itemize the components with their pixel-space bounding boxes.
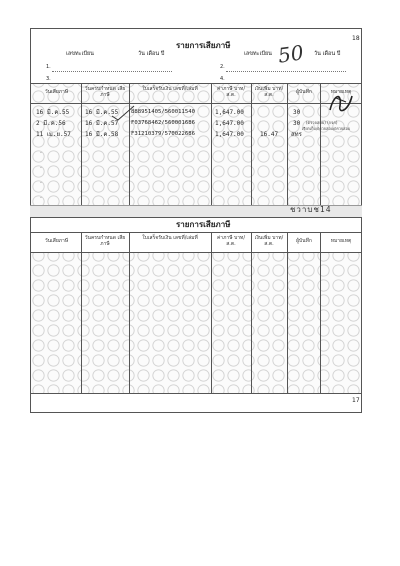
bottom-page-number: 17 xyxy=(352,397,360,404)
top-sheet-title: รายการเสียภาษี xyxy=(176,41,231,50)
row1-due: 16 มี.ค.55 xyxy=(85,109,119,116)
top-col-header-due: วันครบกำหนด เสียภาษี xyxy=(84,86,126,98)
row2-due: 16 มี.ค.57 xyxy=(85,120,119,127)
bottom-col-header-extra: เงินเพิ่ม บาท/ส.ต. xyxy=(254,235,284,247)
bottom-col-divider-2 xyxy=(129,232,130,393)
row1-receipt: 888951405/560011540 xyxy=(131,109,195,115)
bottom-col-divider-3 xyxy=(211,232,212,393)
bottom-col-header-receipt: ใบเสร็จรับเงิน เลขที่/เล่มที่ xyxy=(142,235,198,241)
row3-due: 16 มี.ค.58 xyxy=(85,131,119,138)
top-col-divider-5 xyxy=(287,83,288,217)
row3-receipt: F31210379/570022686 xyxy=(131,131,195,137)
row2-note: (ตรวจสอบ) (กจก) xyxy=(306,120,338,125)
bottom-col-header-note: หมายเหตุ xyxy=(330,238,352,244)
bottom-sheet-title: รายการเสียภาษี xyxy=(176,220,231,229)
top-col-header-tax: ค่าภาษี บาท/ส.ต. xyxy=(216,86,246,98)
bottom-col-header-recorder: ผู้บันทึก xyxy=(296,238,312,244)
handwritten-number: 50 xyxy=(276,40,305,68)
reg-no-label-left: เลขทะเบียน xyxy=(66,51,94,57)
bottom-col-header-paid: วันเสียภาษี xyxy=(44,238,69,244)
top-col-divider-6 xyxy=(320,83,321,217)
top-col-header-extra: เงินเพิ่ม บาท/ส.ต. xyxy=(254,86,284,98)
date-label-right: วัน เดือน ปี xyxy=(314,51,341,57)
row1-tax: 1,647.00 xyxy=(215,109,244,116)
recorder-signature xyxy=(322,88,362,118)
reg-entry-2: 2. xyxy=(220,64,225,70)
top-col-header-recorder: ผู้บันทึก xyxy=(296,89,312,95)
row3-tax: 1,647.00 xyxy=(215,131,244,138)
bottom-footer-band xyxy=(31,394,361,412)
row3-recorder: สทร xyxy=(291,131,302,138)
row2-recorder: 30 xyxy=(293,120,301,127)
filler-dot: · xyxy=(40,195,42,202)
filler-dot: · xyxy=(40,150,42,157)
row2-tax: 1,647.00 xyxy=(215,120,244,127)
reg-entry-4: 4. xyxy=(220,76,225,82)
bottom-col-divider-1 xyxy=(81,232,82,393)
stamp-text: ชวาบช14 xyxy=(290,205,332,214)
handwritten-tick xyxy=(108,104,138,124)
date-label-left: วัน เดือน ปี xyxy=(138,51,165,57)
reg-no-label-right: เลขทะเบียน xyxy=(244,51,272,57)
bottom-col-divider-5 xyxy=(287,232,288,393)
reg-line-2 xyxy=(226,71,346,72)
corner-number: 18 xyxy=(352,35,360,42)
row1-paid: 16 มี.ค.55 xyxy=(36,109,70,116)
row3-paid: 11 เม.ย.57 xyxy=(36,131,71,138)
bottom-col-header-due: วันครบกำหนด เสียภาษี xyxy=(84,235,126,247)
reg-entry-3: 3. xyxy=(46,76,51,82)
filler-dot: · xyxy=(40,165,42,172)
top-col-header-receipt: ใบเสร็จรับเงิน เลขที่/เล่มที่ xyxy=(142,86,198,92)
reg-line-1 xyxy=(52,71,172,72)
top-col-divider-3 xyxy=(211,83,212,217)
top-col-divider-4 xyxy=(251,83,252,217)
row2-paid: 2 มี.ค.56 xyxy=(36,120,66,127)
row1-note: เรียกเก็บ/ตรวจสอบ/ตรวจสอบ xyxy=(302,126,351,131)
bottom-col-header-tax: ค่าภาษี บาท/ส.ต. xyxy=(216,235,246,247)
bottom-col-divider-6 xyxy=(320,232,321,393)
row1-recorder: 30 xyxy=(293,109,301,116)
filler-dot: · xyxy=(40,180,42,187)
bottom-col-divider-4 xyxy=(251,232,252,393)
row3-extra: 16.47 xyxy=(260,131,279,138)
top-col-header-paid: วันเสียภาษี xyxy=(44,89,69,95)
row2-receipt: F03768462/560001686 xyxy=(131,120,195,126)
top-col-divider-1 xyxy=(81,83,82,217)
top-col-header-note: หมายเหตุ xyxy=(330,89,352,95)
reg-entry-1: 1. xyxy=(46,64,51,70)
